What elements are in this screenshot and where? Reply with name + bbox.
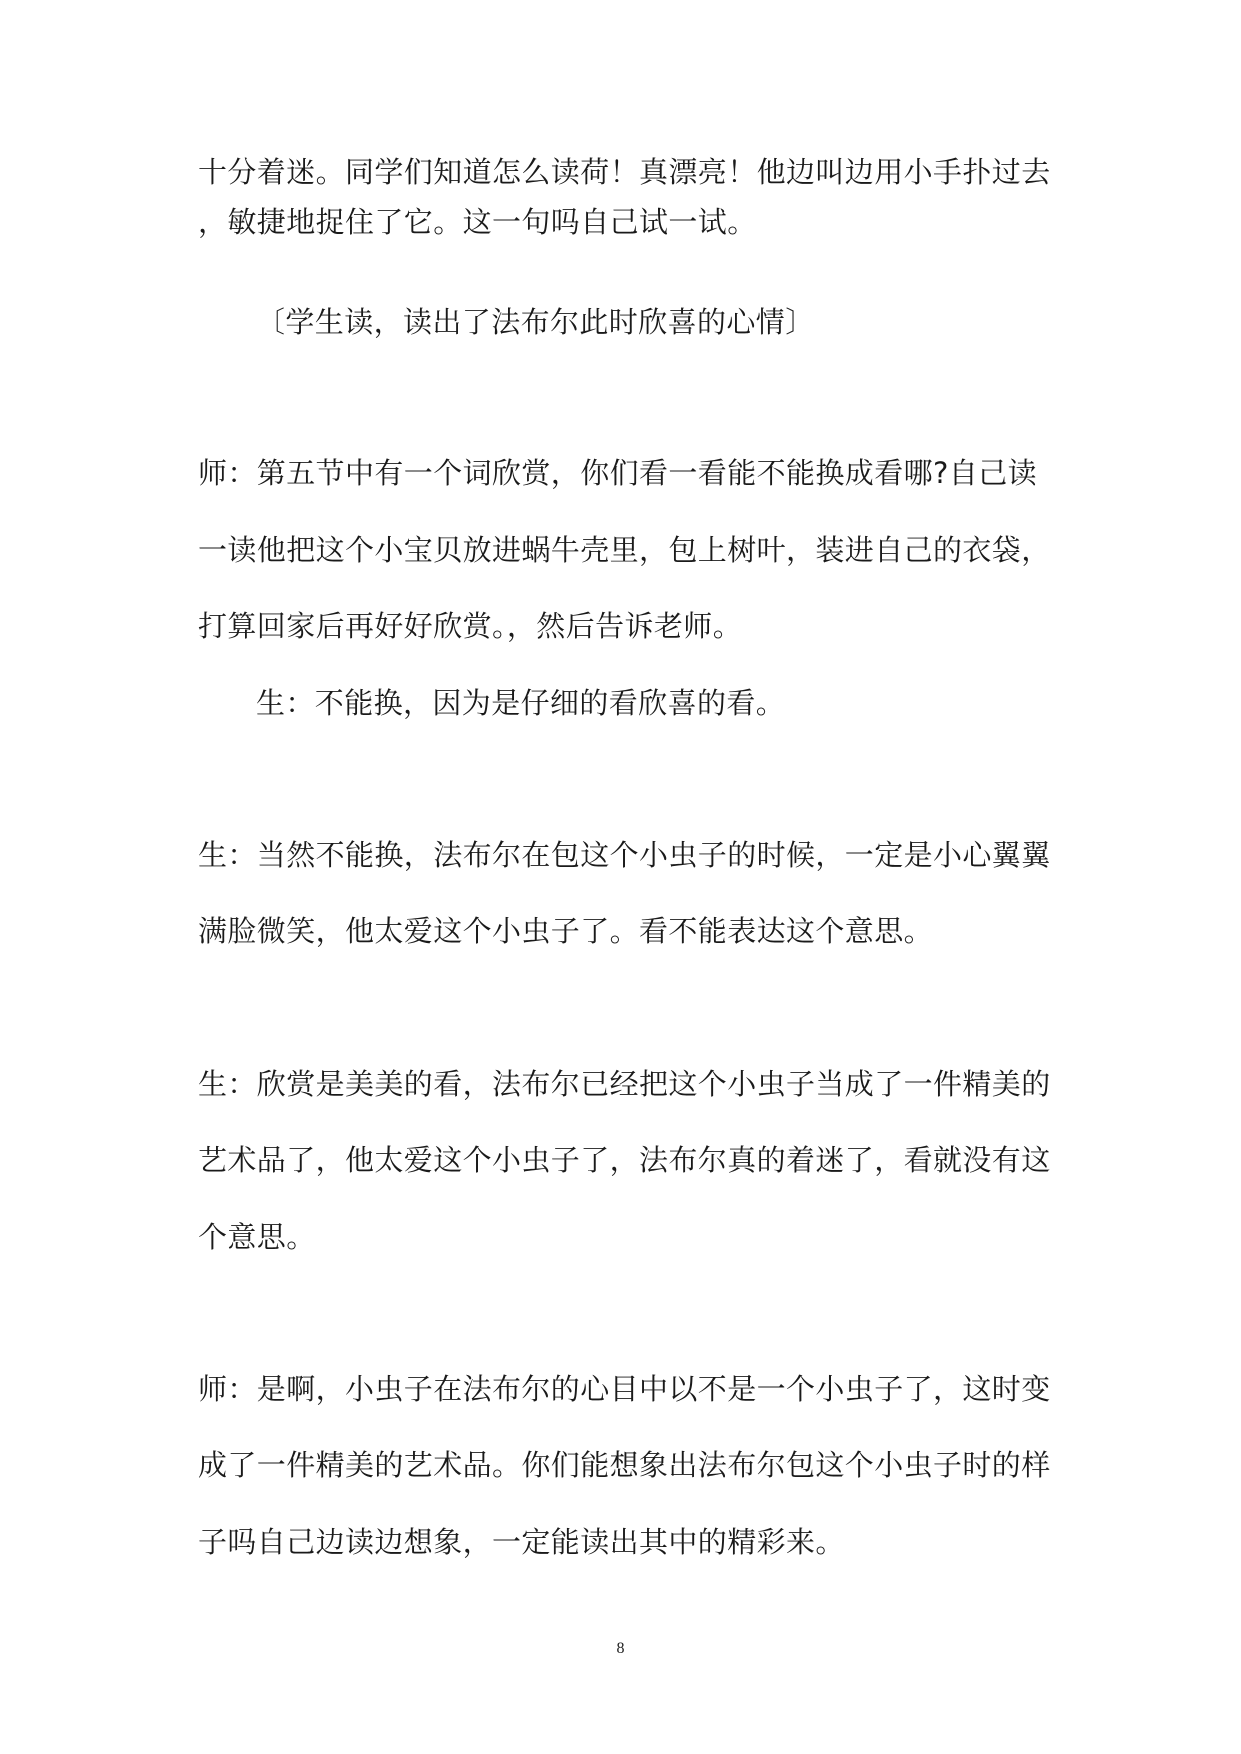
text-line: 十分着迷。同学们知道怎么读荷！真漂亮！他边叫边用小手扑过去 xyxy=(198,155,1051,189)
page-number: 8 xyxy=(616,1640,625,1657)
text-line: 成了一件精美的艺术品。你们能想象出法布尔包这个小虫子时的样 xyxy=(198,1448,1051,1482)
text-line: 〔学生读，读出了法布尔此时欣喜的心情〕 xyxy=(256,305,815,339)
text-line: 满脸微笑，他太爱这个小虫子了。看不能表达这个意思。 xyxy=(198,914,934,948)
text-line: 生：当然不能换，法布尔在包这个小虫子的时候，一定是小心翼翼 xyxy=(198,838,1051,872)
text-line: 师：是啊，小虫子在法布尔的心目中以不是一个小虫子了，这时变 xyxy=(198,1372,1051,1406)
text-line: ，敏捷地捉住了它。这一句吗自己试一试。 xyxy=(198,205,757,239)
text-line: 一读他把这个小宝贝放进蜗牛壳里，包上树叶，装进自己的衣袋， xyxy=(198,533,1051,567)
text-line: 生：欣赏是美美的看，法布尔已经把这个小虫子当成了一件精美的 xyxy=(198,1067,1051,1101)
text-line: 个意思。 xyxy=(198,1220,316,1254)
text-line: 师：第五节中有一个词欣赏，你们看一看能不能换成看哪?自己读 xyxy=(198,456,1037,490)
text-line: 艺术品了，他太爱这个小虫子了，法布尔真的着迷了，看就没有这 xyxy=(198,1143,1051,1177)
text-line: 生：不能换，因为是仔细的看欣喜的看。 xyxy=(256,686,786,720)
text-line: 打算回家后再好好欣赏。，然后告诉老师。 xyxy=(198,609,743,643)
text-line: 子吗自己边读边想象，一定能读出其中的精彩来。 xyxy=(198,1525,845,1559)
